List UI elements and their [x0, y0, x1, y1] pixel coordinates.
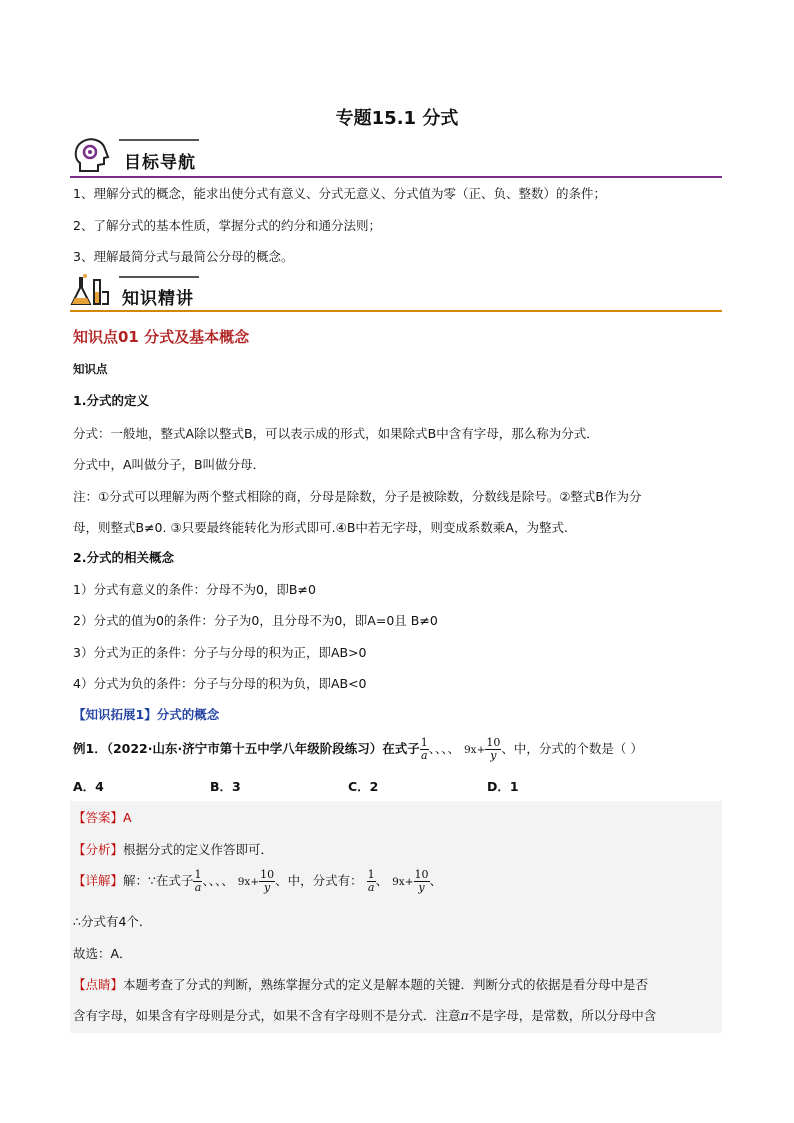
concept-item: 4）分式为负的条件：分子与分母的积为负，即AB<0 — [73, 676, 367, 691]
goals-section-title: 目标导航 — [124, 153, 196, 173]
concept-title: 2.分式的相关概念 — [73, 550, 174, 565]
definition-line: 分式：一般地，整式A除以整式B，可以表示成的形式，如果除式B中含有字母，那么称为分式． — [73, 426, 599, 441]
knowledge-top-rule — [119, 276, 199, 278]
option-b: B．3 — [210, 779, 241, 794]
knowledge-section-title: 知识精讲 — [122, 289, 194, 309]
comment-text: 不是字母，是常数，所以分母中含 — [468, 1008, 657, 1023]
knowledge-divider — [70, 310, 722, 312]
detail-end: 、 — [429, 873, 443, 888]
note-line: 注：①分式可以理解为两个整式相除的商，分母是除数，分子是被除数，分数线是除号。②整式B作为分 — [73, 489, 642, 504]
comment-line — [73, 977, 648, 993]
expression-prefix: 9x+ — [464, 744, 486, 756]
detail-mid: 、中，分式有： — [275, 873, 363, 888]
concept-item: 3）分式为正的条件：分子与分母的积为正，即AB>0 — [73, 645, 367, 660]
goal-item: 2、了解分式的基本性质，掌握分式的约分和通分法则； — [73, 218, 381, 233]
fraction-ten-over-y: $\frac{10}{y}$ — [260, 868, 275, 894]
example-question — [73, 734, 643, 765]
concept-item: 1）分式有意义的条件：分母不为0，即B≠0 — [73, 582, 316, 597]
extension-label: 【知识拓展1】分式的概念 — [73, 707, 220, 722]
lab-flask-icon — [70, 272, 110, 310]
answer-line — [73, 810, 132, 826]
analysis-line — [73, 842, 273, 858]
fraction-ten-over-y: $\frac{10}{y}$ — [486, 736, 501, 762]
concept-item: 2）分式的值为0的条件：分子为0，且分母不为0，即A=0且 B≠0 — [73, 613, 438, 628]
fraction-one-over-a: $\frac{1}{a}$ — [367, 868, 375, 894]
answer-panel — [70, 801, 722, 1033]
question-prefix: 例1．（2022·山东·济宁市第十五中学八年级阶段练习）在式子 — [73, 741, 420, 756]
knowledge-point-label: 知识点 — [73, 362, 108, 376]
goal-item: 3、理解最简分式与最简公分母的概念。 — [73, 249, 294, 264]
comment-tag: 【点睛】 — [73, 977, 124, 992]
conclusion-line: ∴分式有4个． — [73, 914, 152, 929]
brain-gear-icon — [72, 137, 112, 175]
choice-line: 故选：A． — [73, 946, 132, 961]
option-d: D．1 — [487, 779, 519, 794]
analysis-text: 根据分式的定义作答即可． — [123, 842, 274, 857]
fraction-one-over-a: $\frac{1}{a}$ — [194, 868, 202, 894]
definition-title: 1.分式的定义 — [73, 393, 149, 408]
comment-line — [73, 1008, 656, 1024]
question-suffix: 、中，分式的个数是（ ） — [501, 741, 643, 756]
note-line: 母，则整式B≠0. ③只要最终能转化为形式即可.④B中若无字母，则变成系数乘A，为整式. — [73, 520, 568, 535]
page-title: 专题15.1 分式 — [335, 108, 459, 129]
fraction-ten-over-y: $\frac{10}{y}$ — [414, 868, 429, 894]
detail-separator: 、 — [375, 873, 389, 888]
goals-top-rule — [119, 139, 199, 141]
comment-text: 本题考查了分式的判断，熟练掌握分式的定义是解本题的关键．判断分式的依据是看分母中是否 — [123, 977, 649, 992]
detail-prefix: 解：∵在式子 — [123, 873, 194, 888]
goals-divider — [70, 176, 722, 178]
option-c: C．2 — [348, 779, 379, 794]
expression-prefix: 9x+ — [237, 876, 260, 888]
analysis-tag: 【分析】 — [73, 842, 124, 857]
detail-separators: 、、、、 — [202, 873, 234, 888]
fraction-one-over-a: $\frac{1}{a}$ — [420, 736, 428, 762]
option-a: A．4 — [73, 779, 104, 794]
detail-tag: 【详解】 — [73, 873, 124, 888]
pi-symbol: π — [460, 1008, 469, 1023]
definition-line: 分式中，A叫做分子，B叫做分母． — [73, 457, 266, 472]
comment-text: 含有字母，如果含有字母则是分式，如果不含有字母则不是分式．注意 — [73, 1008, 461, 1023]
expression-prefix: 9x+ — [392, 876, 414, 888]
question-separators: 、、、、 — [428, 741, 461, 756]
knowledge-point-heading: 知识点01 分式及基本概念 — [73, 328, 250, 346]
detail-line — [73, 866, 442, 897]
goal-item: 1、理解分式的概念，能求出使分式有意义、分式无意义、分式值为零（正、负、整数）的条件； — [73, 186, 606, 201]
answer-value: A — [123, 810, 132, 825]
answer-tag: 【答案】 — [73, 810, 124, 825]
